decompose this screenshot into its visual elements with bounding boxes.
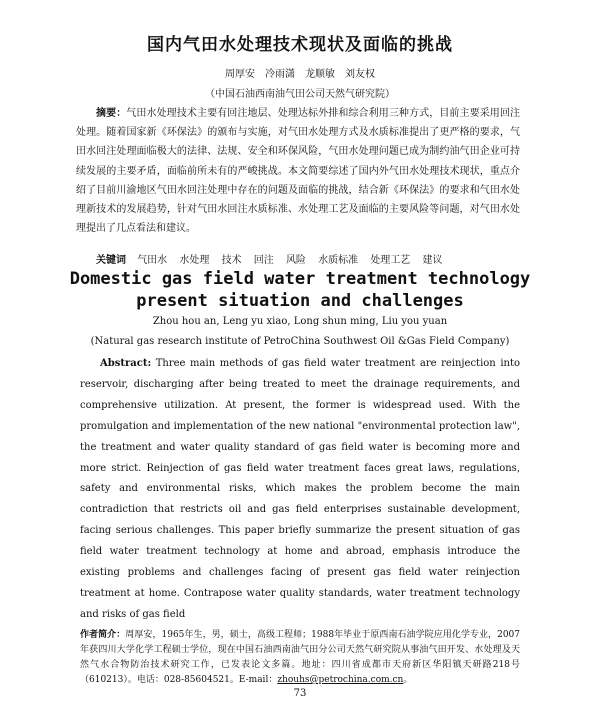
authors-en: Zhou hou an, Leng yu xiao, Long shun ming, Liu you yuan bbox=[152, 316, 448, 327]
keywords-cn bbox=[96, 251, 526, 266]
abstract-cn-text: 气田水处理技术主要有回注地层、处理达标外排和综合利用三种方式，目前主要采用回注处理。随着国家新《环保法》的颁布与实施，对气田水处理方式及水质标准提出了更严格的要求，气田水回注处理面临极大的法律、法规、安全和环保风险，气田水处理问题已成为制约油气田企业可持续发展的主要矛盾，面临前所未有的严峻挑战。本文简要综述了国内外气田水处理技术现状，重点介绍了目前川渝地区气田水回注处理中存在的问题及面临的挑战，结合新《环保法》的要求和气田水处理新技术的发展趋势，针对气田水回注水质标准、水处理工艺及面临的主要风险等问题，对气田水处理提出了几点看法和建议。 bbox=[76, 108, 521, 235]
author-note bbox=[80, 628, 520, 688]
keyword: 回注 bbox=[253, 255, 274, 266]
affiliation-en: (Natural gas research institute of PetroChina Southwest Oil &Gas Field Company) bbox=[90, 336, 510, 347]
author-note-label: 作者简介： bbox=[80, 630, 126, 640]
keyword: 风险 bbox=[285, 255, 306, 266]
keyword: 建议 bbox=[422, 255, 443, 266]
paper-title-en bbox=[0, 268, 600, 312]
paper-title-en-line1: Domestic gas field water treatment technology bbox=[69, 269, 531, 289]
keyword: 水处理 bbox=[179, 255, 210, 266]
keyword: 技术 bbox=[221, 255, 242, 266]
abstract-cn bbox=[76, 104, 520, 238]
paper-title-cn: 国内气田水处理技术现状及面临的挑战 bbox=[147, 35, 453, 55]
keyword: 气田水 bbox=[137, 255, 168, 266]
abstract-cn-label: 摘要： bbox=[96, 108, 127, 119]
abstract-en bbox=[80, 354, 520, 626]
author-note-tail: 。 bbox=[403, 675, 413, 685]
keyword: 水质标准 bbox=[318, 255, 359, 266]
page-number: 73 bbox=[293, 688, 307, 699]
author-email-link[interactable]: zhouhs@petrochina.com.cn bbox=[277, 675, 404, 685]
keywords-cn-label: 关键词 bbox=[96, 255, 126, 266]
author-note-text: 周厚安，1965年生，男，硕士，高级工程师；1988年毕业于原西南石油学院应用化学专业，2007年获四川大学化学工程硕士学位，现在中国石油西南油气田分公司天然气研究院从事油气田开发、水处理及天然气水合物防治技术研究工作，已发表论文多篇。地址：四川省成都市天府新区华阳镇天研路218号（610213）。电话：028-85604521。E-mail： bbox=[80, 630, 520, 685]
abstract-en-label: Abstract: bbox=[100, 358, 152, 369]
authors-cn: 周厚安 冷雨潇 龙顺敏 刘友权 bbox=[225, 69, 375, 80]
paper-title-en-line2: present situation and challenges bbox=[136, 291, 464, 311]
affiliation-cn: （中国石油西南油气田公司天然气研究院） bbox=[205, 89, 395, 100]
abstract-en-text: Three main methods of gas field water treatment are reinjection into reservoir, discharging after being treated to meet the drainage requirements, and comprehensive utilization. At present, the former is widespread used. With the promulgation and implementation of the new national "environmental protection law", the treatment and water quality standard of gas field water is becoming more and more strict. Reinjection of gas field water treatment faces great laws, regulations, safety and environmental risks, which makes the problem become the main contradiction that restricts oil and gas field enterprises sustainable development, facing serious challenges. This paper briefly summarize the present situation of gas field water treatment technology at home and abroad, emphasis introduce the existing problems and challenges facing of present gas field water reinjection treatment at home. Contrapose water quality standards, water treatment technology and risks of gas field bbox=[80, 358, 520, 620]
keyword: 处理工艺 bbox=[370, 255, 411, 266]
